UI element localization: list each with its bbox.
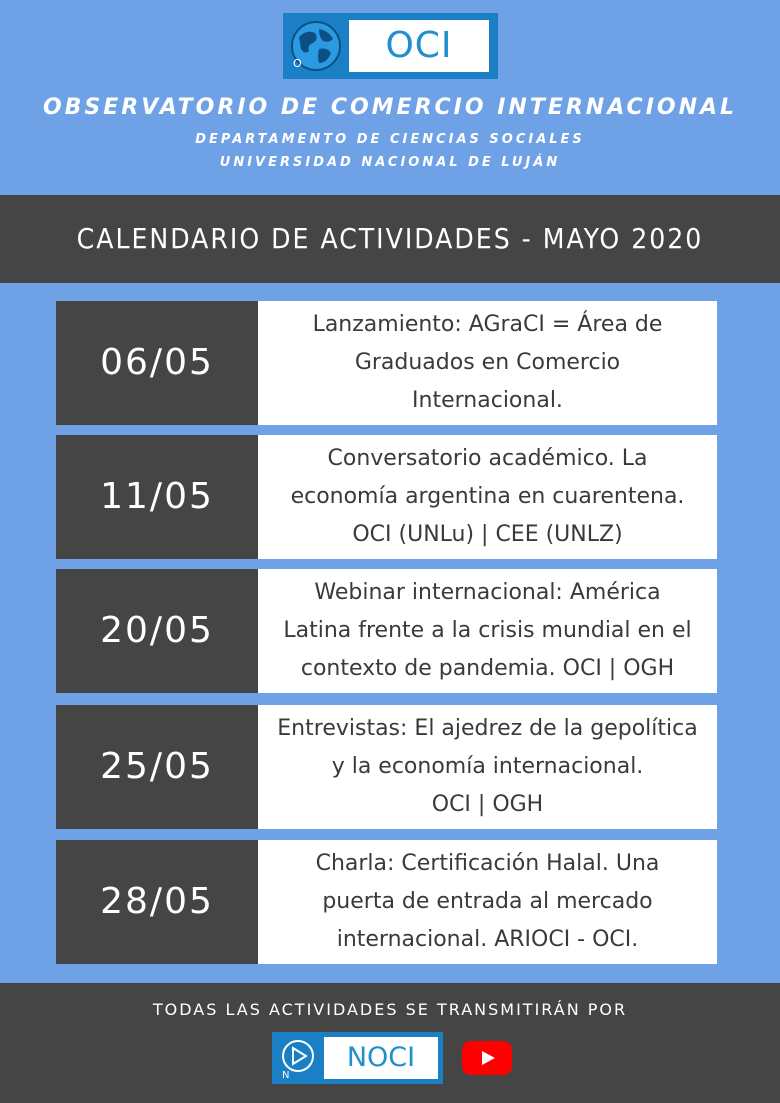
noci-logo[interactable] bbox=[272, 1032, 443, 1084]
event-date: 06/05 bbox=[56, 301, 258, 425]
event-row bbox=[56, 569, 717, 693]
event-line: Webinar internacional: América bbox=[314, 580, 661, 605]
event-line: Graduados en Comercio bbox=[354, 350, 621, 375]
event-line: puerta de entrada al mercado bbox=[322, 889, 653, 914]
event-row bbox=[56, 705, 717, 829]
event-description bbox=[258, 435, 717, 559]
event-date: 28/05 bbox=[56, 840, 258, 964]
noci-text: NOCI bbox=[324, 1037, 438, 1079]
org-university: UNIVERSIDAD NACIONAL DE LUJÁN bbox=[219, 155, 561, 170]
event-line: Conversatorio académico. La bbox=[327, 446, 648, 471]
calendar-title-band bbox=[0, 195, 780, 283]
event-line: contexto de pandemia. OCI | OGH bbox=[300, 656, 675, 681]
event-line: Charla: Certificación Halal. Una bbox=[315, 851, 660, 876]
event-line: Latina frente a la crisis mundial en el bbox=[283, 618, 692, 643]
footer-text: TODAS LAS ACTIVIDADES SE TRANSMITIRÁN POR bbox=[152, 1000, 628, 1019]
event-description bbox=[258, 840, 717, 964]
calendar-title: CALENDARIO DE ACTIVIDADES - MAYO 2020 bbox=[76, 222, 704, 255]
youtube-icon[interactable] bbox=[462, 1041, 512, 1075]
event-description bbox=[258, 705, 717, 829]
event-line: OCI | OGH bbox=[431, 792, 544, 817]
event-row bbox=[56, 840, 717, 964]
event-line: Entrevistas: El ajedrez de la gepolítica bbox=[277, 716, 698, 741]
org-title: OBSERVATORIO DE COMERCIO INTERNACIONAL bbox=[42, 95, 738, 120]
event-line: internacional. ARIOCI - OCI. bbox=[336, 927, 639, 952]
oci-logo bbox=[283, 13, 498, 79]
event-description bbox=[258, 569, 717, 693]
event-line: Internacional. bbox=[412, 388, 563, 413]
event-line: economía argentina en cuarentena. bbox=[290, 484, 685, 509]
event-date: 11/05 bbox=[56, 435, 258, 559]
event-date: 20/05 bbox=[56, 569, 258, 693]
event-description bbox=[258, 301, 717, 425]
event-row bbox=[56, 301, 717, 425]
header bbox=[0, 0, 780, 195]
noci-letter: N bbox=[282, 1070, 290, 1080]
event-date: 25/05 bbox=[56, 705, 258, 829]
event-line: OCI (UNLu) | CEE (UNLZ) bbox=[352, 522, 623, 547]
event-row bbox=[56, 435, 717, 559]
logo-text: OCI bbox=[349, 20, 489, 72]
org-department: DEPARTAMENTO DE CIENCIAS SOCIALES bbox=[195, 132, 585, 147]
event-line: y la economía internacional. bbox=[331, 754, 644, 779]
footer bbox=[0, 983, 780, 1103]
noci-logo-icon bbox=[276, 1036, 320, 1080]
event-line: Lanzamiento: AGraCI = Área de bbox=[312, 312, 663, 337]
logo-letter: O bbox=[293, 57, 302, 70]
